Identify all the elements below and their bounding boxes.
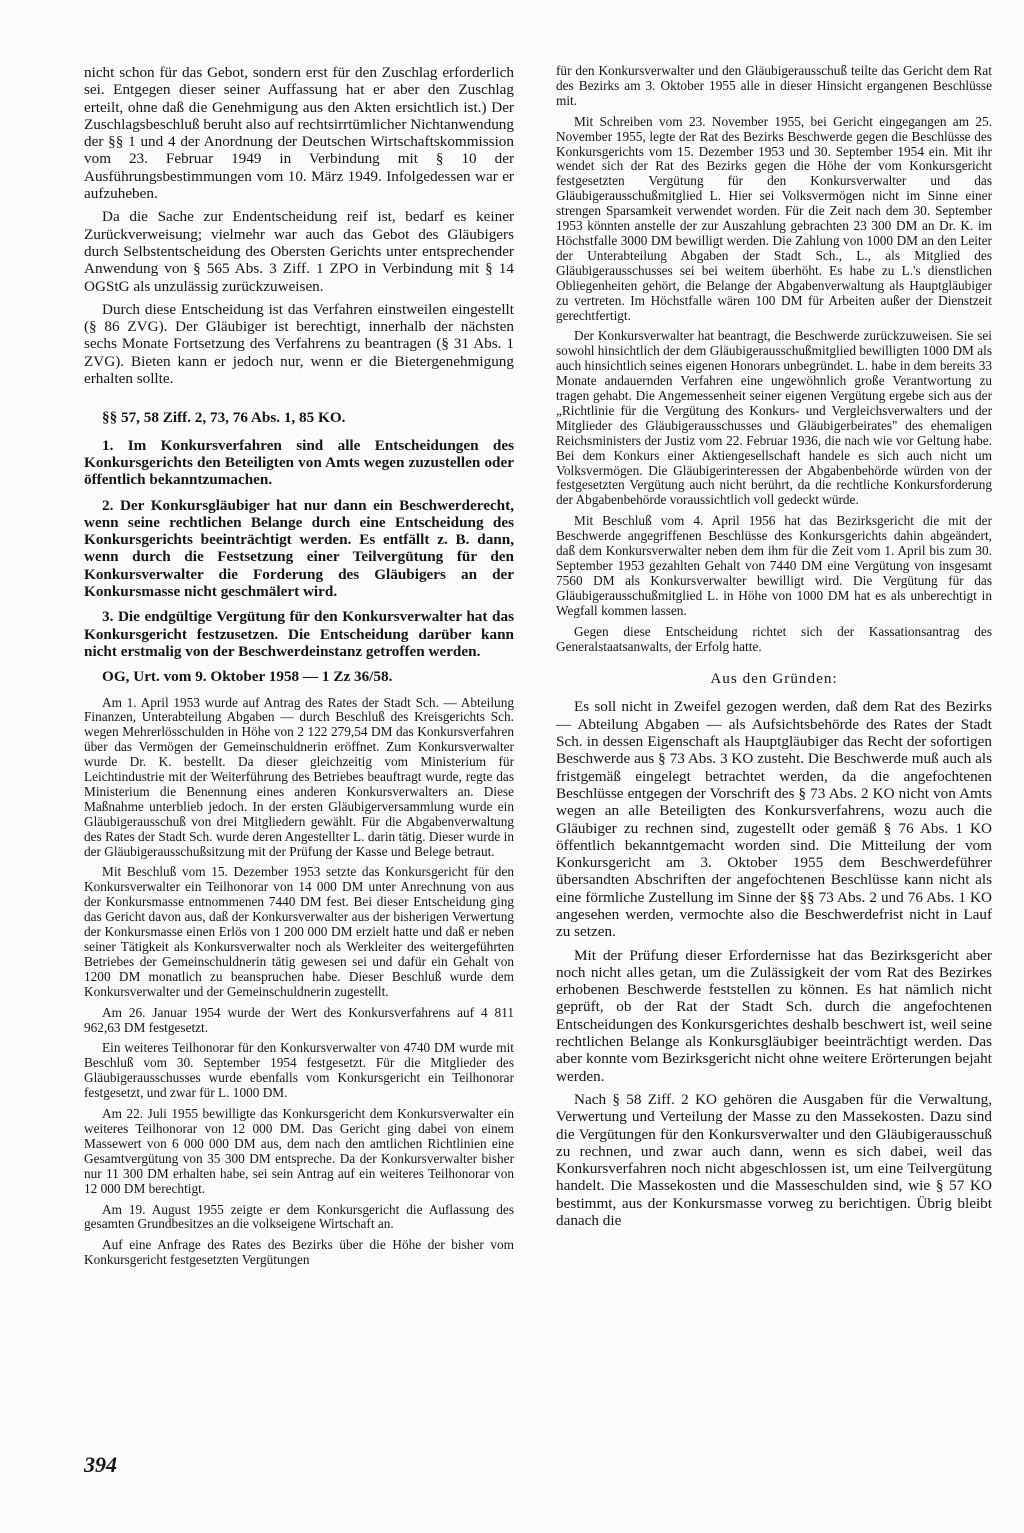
page-number: 394 bbox=[84, 1452, 117, 1477]
paragraph: Am 26. Januar 1954 wurde der Wert des Konkursverfahrens auf 4 811 962,63 DM festgesetzt. bbox=[84, 1004, 514, 1035]
paragraph: Gegen diese Entscheidung richtet sich der Kassationsantrag des Generalstaatsanwalts, der Erfolg hatte. bbox=[556, 623, 992, 654]
paragraph: Es soll nicht in Zweifel gezogen werden, daß dem Rat des Bezirks — Abteilung Abgaben — als Aufsichtsbehörde des Rates der Stadt Sch. in dessen Eigenschaft als Hauptgläubiger das Recht der sofortigen Beschwerde aus § 73 Abs. 3 KO zusteht. Die Beschwerde muß auch als fristgemäß eingelegt betrachtet werden, da die angefochtenen Beschlüsse entgegen der Vorschrift des § 73 Abs. 2 KO nicht von Amts wegen an alle Beteiligten des Konkursverfahrens, wozu auch die Gläubiger zu rechnen sind, zugestellt oder gemäß § 76 Abs. 1 KO öffentlich bekanntgemacht worden sind. Die Mitteilung der vom Konkursgericht am 3. Oktober 1955 dem Beschwerdeführer übersandten Abschriften der angefochtenen Beschlüsse kann nicht als eine förmliche Zustellung im Sinne der §§ 73 Abs. 2 und 76 Abs. 1 KO angesehen werden, vermochte also die Beschwerdefrist nicht in Lauf zu setzen. bbox=[556, 698, 992, 941]
paragraph: nicht schon für das Gebot, sondern erst für den Zuschlag erforderlich sei. Entgegen dieser seiner Auffassung hat er aber den Zuschlag erteilt, ohne daß die Genehmigung aus den Akten ersichtlich ist.) Der Zuschlagsbeschluß beruht also auf rechtsirrtümlicher Nichtanwendung der §§ 1 und 4 der Anordnung der Deutschen Wirtschaftskommission vom 23. Februar 1949 in Verbindung mit § 10 der Ausführungsbestimmungen vom 10. März 1949. Infolgedessen war er aufzuheben. bbox=[84, 64, 514, 203]
paragraph: Am 1. April 1953 wurde auf Antrag des Rates der Stadt Sch. — Abteilung Finanzen, Unterabteilung Abgaben — durch Beschluß des Kreisgerichts Sch. wegen Mehrerlösschulden in Höhe von 2 122 279,54 DM das Konkursverfahren über das Vermögen der Gemeinschuldnerin eröffnet. Zum Konkursverwalter wurde Dr. K. bestellt. Da dieser gleichzeitig vom Ministerium für Leichtindustrie mit der Weiterführung des Betriebes beauftragt wurde, regte das Ministerium die Benennung eines anderen Konkursverwalters an. Diese Maßnahme unterblieb jedoch. In der ersten Gläubigerversammlung wurde ein Gläubigerausschuß von drei Mitgliedern gewählt. Für die Abgabenverwaltung des Rates der Stadt Sch. wurde deren Angestellter L. darin tätig. Dieser wurde in der Gläubigerausschußsitzung mit der Prüfung der Kasse und Belege betraut. bbox=[84, 694, 514, 859]
paragraph: Am 22. Juli 1955 bewilligte das Konkursgericht dem Konkursverwalter ein weiteres Teilhonorar von 12 000 DM. Das Gericht ging dabei von einem Massewert von 6 000 000 DM aus, dem nach den amtlichen Richtlinien eine Gesamtvergütung von 35 300 DM entspreche. Da der Konkursverwalter bisher nur 11 300 DM erhalten habe, sei sein Antrag auf ein weiteres Teilhonorar von 12 000 DM berechtigt. bbox=[84, 1106, 514, 1196]
paragraph: Mit Beschluß vom 4. April 1956 hat das Bezirksgericht die mit der Beschwerde angegriffenen Beschlüsse des Konkursgerichts dahin abgeändert, daß dem Konkursverwalter neben dem ihm für die Zeit vom 1. April bis zum 30. September 1953 gezahlten Gehalt von 7440 DM eine Vergütung von insgesamt 7560 DM als Konkursverwalter bewilligt wird. Die Vergütung für das Gläubigerausschußmitglied L. in Höhe von 1000 DM hat es als unberechtigt in Wegfall kommen lassen. bbox=[556, 513, 992, 618]
paragraph: Mit der Prüfung dieser Erfordernisse hat das Bezirksgericht aber noch nicht alles getan, um die Zulässigkeit der vom Rat des Bezirkes erhobenen Beschwerde feststellen zu können. Es hat nämlich nicht geprüft, ob der Rat der Stadt Sch. durch die angefochtenen Entscheidungen des Konkursgerichtes deshalb beschwert ist, weil seine rechtlichen Belange als Konkursgläubiger beeinträchtigt werden. Das aber konnte vom Bezirksgericht nicht ohne weitere Erörterungen bejaht werden. bbox=[556, 946, 992, 1085]
paragraph: Mit Schreiben vom 23. November 1955, bei Gericht eingegangen am 25. November 1955, legte der Rat des Bezirks Beschwerde gegen die Beschlüsse des Konkursgerichts vom 15. Dezember 1953 und 30. September 1954 ein. Mit ihr wendet sich der Rat des Bezirks gegen die Höhe der vom Konkursgericht festgesetzten Vergütung für den Konkursverwalter und das Gläubigerausschußmitglied L. Hier sei Volksvermögen nicht im Sinne einer strengen Sparsamkeit verwendet worden. Für die Zeit nach dem 30. September 1953 könnten anstelle der zur Auszahlung gebrachten 23 300 DM an Dr. K. im Höchstfalle 3000 DM bewilligt werden. Die Zahlung von 1000 DM an den Leiter der Unterabteilung Abgaben der Stadt Sch., L., als Mitglied des Gläubigerausschusses sei bei weitem überhöht. Es habe zu L.'s dienstlichen Obliegenheiten gehört, die Belange der Abgabenverwaltung als Hauptgläubiger zu vertreten. Im Höchstfalle wären 100 DM für Arbeiten außer der Dienstzeit gerechtfertigt. bbox=[556, 113, 992, 323]
paragraph: Durch diese Entscheidung ist das Verfahren einstweilen eingestellt (§ 86 ZVG). Der Gläubiger ist berechtigt, innerhalb der nächsten sechs Monate Fortsetzung des Verfahrens zu beantragen (§ 31 Abs. 1 ZVG). Bieten kann er jedoch nur, wenn er die Bietergenehmigung erhalten sollte. bbox=[84, 300, 514, 388]
paragraph: Der Konkursverwalter hat beantragt, die Beschwerde zurückzuweisen. Sie sei sowohl hinsichtlich der dem Gläubigerausschußmitglied bewilligten 1000 DM als auch hinsichtlich seines eigenen Honorars unbegründet. L. habe in dem bereits 33 Monate andauernden Verfahren eine ungewöhnlich große Verantwortung zu tragen gehabt. Die Angemessenheit seiner eigenen Vergütung ergebe sich aus der „Richtlinie für die Vergütung des Konkurs- und Vergleichsverwalters und der Mitglieder des Gläubigerausschusses und Gläubigerbeirates" des ehemaligen Reichsministers der Justiz vom 22. Februar 1936, die nach wie vor Geltung habe. Bei dem Konkurs einer Aktiengesellschaft handele es sich auch nicht um Volksvermögen. Die Gläubigerinteressen der Abgabenbehörde würden von der festgesetzten Vergütung auch nicht berührt, da die rechtliche Konkursforderung der Abgabenbehörde voraussichtlich voll gedeckt würde. bbox=[556, 328, 992, 508]
headnote-2: 2. Der Konkursgläubiger hat nur dann ein Beschwerderecht, wenn seine rechtlichen Belange durch eine Entscheidung des Konkursgerichts beeinträchtigt werden. Es entfällt z. B. dann, wenn durch die Festsetzung einer Teilvergütung für den Konkursverwalter die Forderung des Gläubigers an der Konkursmasse nicht geschmälert wird. bbox=[84, 496, 514, 601]
paragraph: für den Konkursverwalter und den Gläubigerausschuß teilte das Gericht dem Rat des Bezirks am 3. Oktober 1955 alle in dieser Hinsicht ergangenen Beschlüsse mit. bbox=[556, 63, 992, 108]
right-column bbox=[556, 64, 992, 1235]
paragraph: Am 19. August 1955 zeigte er dem Konkursgericht die Auflassung des gesamten Grundbesitzes an die volkseigene Wirtschaft an. bbox=[84, 1201, 514, 1232]
headnote-1: 1. Im Konkursverfahren sind alle Entscheidungen des Konkursgerichts den Beteiligten von Amts wegen zuzustellen oder öffentlich bekanntzumachen. bbox=[84, 436, 514, 489]
paragraph: Da die Sache zur Endentscheidung reif ist, bedarf es keiner Zurückverweisung; vielmehr war auch das Gebot des Gläubigers durch Selbstentscheidung des Obersten Gerichts unter entsprechender Anwendung von § 565 Abs. 3 Ziff. 1 ZPO in Verbindung mit § 14 OGStG als unzulässig zurückzuweisen. bbox=[84, 208, 514, 295]
paragraph: Auf eine Anfrage des Rates des Bezirks über die Höhe der bisher vom Konkursgericht festgesetzten Vergütungen bbox=[84, 1237, 514, 1268]
paragraph: Mit Beschluß vom 15. Dezember 1953 setzte das Konkursgericht für den Konkursverwalter ein Teilhonorar von 14 000 DM unter Anrechnung von aus der Konkursmasse entnommenen 7440 DM fest. Bei dieser Entscheidung ging das Gericht davon aus, daß der Konkursverwalter aus der bisherigen Verwertung der Konkursmasse einen Erlös von 1 200 000 DM erzielt hatte und daß er neben seiner Tätigkeit als Konkursverwalter noch als Werkleiter des weitergeführten Betriebes der Gemeinschuldnerin tätig gewesen sei und dafür ein Gehalt von 1200 DM monatlich zu beanspruchen habe. Dieser Beschluß wurde dem Konkursverwalter und der Gemeinschuldnerin zugestellt. bbox=[84, 864, 514, 999]
headnote-3: 3. Die endgültige Vergütung für den Konkursverwalter hat das Konkursgericht festzusetzen. Die Entscheidung darüber kann nicht erstmalig von der Beschwerdeinstanz getroffen werden. bbox=[84, 608, 514, 660]
court-citation: OG, Urt. vom 9. Oktober 1958 — 1 Zz 36/58. bbox=[102, 668, 393, 686]
paragraph: Ein weiteres Teilhonorar für den Konkursverwalter von 4740 DM wurde mit Beschluß vom 30. September 1954 festgesetzt. Für die Mitglieder des Gläubigerausschusses wurde ebenfalls vom Konkursgericht ein Teilhonorar festgesetzt, und zwar für L. 1000 DM. bbox=[84, 1040, 514, 1101]
statute-heading: §§ 57, 58 Ziff. 2, 73, 76 Abs. 1, 85 KO. bbox=[102, 409, 346, 427]
section-heading: Aus den Gründen: bbox=[710, 670, 838, 688]
paragraph: Nach § 58 Ziff. 2 KO gehören die Ausgaben für die Verwaltung, Verwertung und Verteilung der Masse zu den Massekosten. Dazu sind die Vergütungen für den Konkursverwalter und den Gläubigerausschuß zu rechnen, und zwar auch dann, wenn es sich dabei, weil das Konkursverfahren noch nicht abgeschlossen ist, um eine Teilvergütung handelt. Die Massekosten und die Masseschulden sind, wie § 57 KO bestimmt, aus der Konkursmasse vorweg zu berichtigen. Übrig bleibt danach die bbox=[556, 1090, 992, 1230]
left-column bbox=[84, 64, 514, 1274]
